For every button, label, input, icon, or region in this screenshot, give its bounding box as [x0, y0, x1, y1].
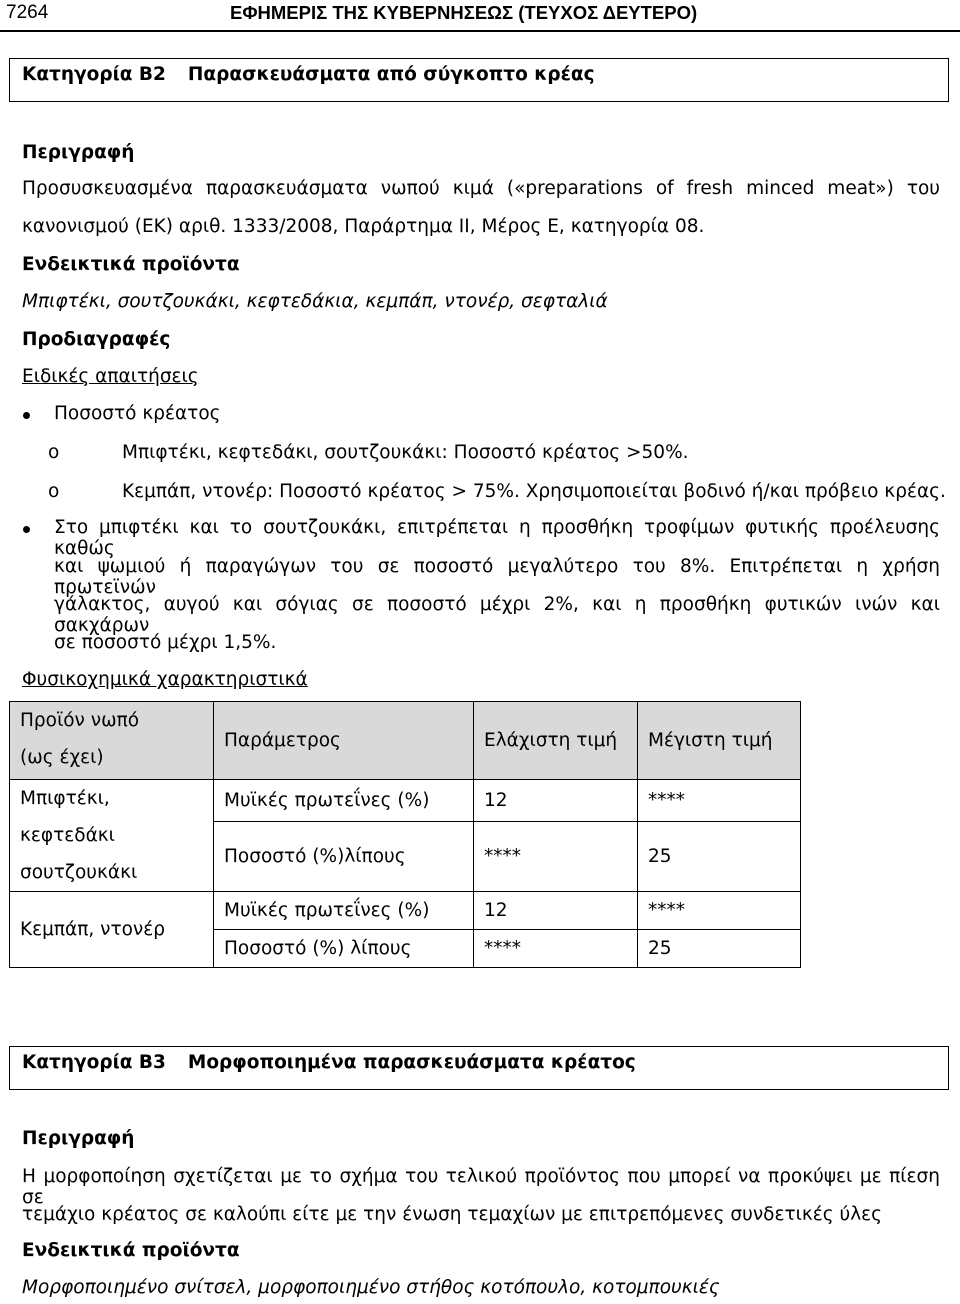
group1-product-line3: σουτζουκάκι — [20, 862, 138, 883]
group1-row2-min: **** — [474, 822, 638, 892]
header-product-line1: Προϊόν νωπό — [20, 710, 140, 731]
group2-row1-max: **** — [638, 892, 801, 930]
bullet-meat-percentage: Ποσοστό κρέατος — [54, 403, 221, 424]
group1-row2-parameter: Ποσοστό (%)λίπους — [214, 822, 474, 892]
b3-description-line2: τεμάχιο κρέατος σε καλούπι είτε με την ένωση τεμαχίων με επιτρεπόμενες συνδετικές ύλες — [22, 1204, 883, 1225]
category-b3-box — [9, 1046, 949, 1090]
header-product-line2: (ως έχει) — [20, 747, 104, 768]
group1-row1-max: **** — [638, 780, 801, 822]
bullet-additions-line3: γάλακτος, αυγού και σόγιας σε ποσοστό μέχρι 2%, και η προσθήκη φυτικών ινών και σακχάρων — [54, 594, 940, 636]
table-header-row — [10, 702, 801, 780]
category-b2-title — [22, 64, 595, 85]
group2-row2-max: 25 — [638, 930, 801, 968]
b3-products-heading: Ενδεικτικά προϊόντα — [22, 1240, 240, 1261]
b2-description-line1: Προσυσκευασμένα παρασκευάσματα νωπού κιμά («preparations of fresh minced meat») του — [22, 178, 940, 199]
b2-specs-heading: Προδιαγραφές — [22, 329, 171, 350]
b2-products-heading: Ενδεικτικά προϊόντα — [22, 254, 240, 275]
b3-description-line1: Η μορφοποίηση σχετίζεται με το σχήμα του τελικού προϊόντος που μπορεί να προκύψει με πίεση σε — [22, 1166, 940, 1208]
table-row — [10, 780, 801, 822]
bullet-additions-line2: και ψωμιού ή παραγώγων του σε ποσοστό μεγαλύτερο του 8%. Επιτρέπεται η χρήση πρωτεϊνών — [54, 556, 940, 598]
header-parameter: Παράμετρος — [214, 702, 474, 780]
group1-row2-max: 25 — [638, 822, 801, 892]
bullet-additions-line1: Στο μπιφτέκι και το σουτζουκάκι, επιτρέπεται η προσθήκη τροφίμων φυτικής προέλευσης καθώς — [54, 517, 940, 559]
sub-bullet-kebab-doner: Κεμπάπ, ντονέρ: Ποσοστό κρέατος > 75%. Χρησιμοποιείται βοδινό ή/και πρόβειο κρέας. — [122, 481, 946, 502]
table-row — [10, 892, 801, 930]
sub-bullet-marker: o — [48, 481, 60, 502]
group2-product: Κεμπάπ, ντονέρ — [10, 892, 214, 968]
page-number: 7264 — [6, 2, 49, 23]
header-min: Ελάχιστη τιμή — [474, 702, 638, 780]
publication-title: ΕΦΗΜΕΡΙΣ ΤΗΣ ΚΥΒΕΡΝΗΣΕΩΣ (ΤΕΥΧΟΣ ΔΕΥΤΕΡΟ) — [230, 2, 698, 23]
category-b2-code: Κατηγορία Β2 — [22, 64, 166, 85]
category-b3-code: Κατηγορία Β3 — [22, 1052, 166, 1073]
group1-row1-parameter: Μυϊκές πρωτεΐνες (%) — [214, 780, 474, 822]
category-b3-title — [22, 1052, 636, 1073]
bullet-icon — [23, 412, 30, 419]
header-max: Μέγιστη τιμή — [638, 702, 801, 780]
physchem-table — [9, 701, 801, 968]
physchem-heading: Φυσικοχημικά χαρακτηριστικά — [22, 669, 308, 690]
category-b3-name: Μορφοποιημένα παρασκευάσματα κρέατος — [187, 1052, 636, 1073]
group2-row1-min: 12 — [474, 892, 638, 930]
group1-row1-min: 12 — [474, 780, 638, 822]
b3-description-heading: Περιγραφή — [22, 1128, 135, 1149]
category-b2-name: Παρασκευάσματα από σύγκοπτο κρέας — [187, 64, 595, 85]
b2-description-heading: Περιγραφή — [22, 142, 135, 163]
group2-row2-parameter: Ποσοστό (%) λίπους — [214, 930, 474, 968]
b2-products-list: Μπιφτέκι, σουτζουκάκι, κεφτεδάκια, κεμπάπ, ντονέρ, σεφταλιά — [22, 291, 608, 312]
bullet-icon — [23, 526, 30, 533]
b3-products-list: Μορφοποιημένο σνίτσελ, μορφοποιημένο στήθος κοτόπουλο, κοτομπουκιές — [22, 1277, 720, 1298]
header-product — [10, 702, 214, 780]
bullet-additions-line4: σε ποσοστό μέχρι 1,5%. — [54, 632, 277, 653]
header-rule — [0, 30, 960, 32]
group1-product-line2: κεφτεδάκι — [20, 825, 115, 846]
group1-product-line1: Μπιφτέκι, — [20, 788, 110, 809]
group1-product — [10, 780, 214, 892]
group2-row1-parameter: Μυϊκές πρωτεΐνες (%) — [214, 892, 474, 930]
sub-bullet-marker: o — [48, 442, 60, 463]
b2-special-requirements-heading: Ειδικές απαιτήσεις — [22, 366, 199, 387]
b2-description-line2: κανονισμού (ΕΚ) αριθ. 1333/2008, Παράρτημα ΙΙ, Μέρος Ε, κατηγορία 08. — [22, 216, 705, 237]
category-b2-box — [9, 58, 949, 102]
sub-bullet-burger-meatballs: Μπιφτέκι, κεφτεδάκι, σουτζουκάκι: Ποσοστό κρέατος >50%. — [122, 442, 689, 463]
group2-row2-min: **** — [474, 930, 638, 968]
